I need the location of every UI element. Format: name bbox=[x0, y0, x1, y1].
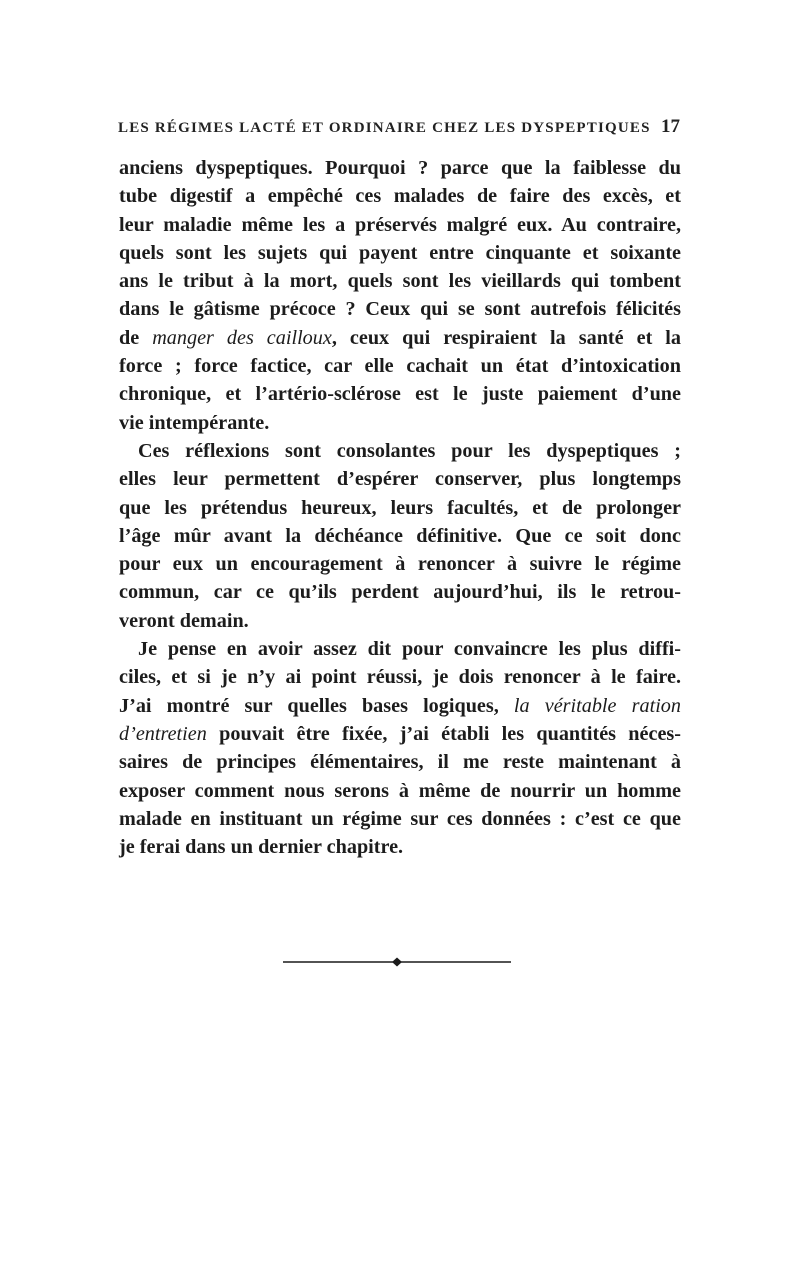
text-segment: , ceux qui respiraient la santé et la bbox=[331, 326, 682, 349]
text-line: chronique, et l’artério-sclérose est le juste paiement d’une bbox=[119, 383, 681, 406]
text-line: ans le tribut à la mort, quels sont les vieillards qui tombent bbox=[119, 270, 681, 293]
text-line: saires de principes élémentaires, il me reste maintenant à bbox=[119, 751, 681, 774]
text-line: elles leur permettent d’espérer conserver, plus longtemps bbox=[119, 468, 681, 491]
text-line: pour eux un encouragement à renoncer à suivre le régime bbox=[119, 553, 681, 576]
text-line: Ces réflexions sont consolantes pour les dyspeptiques ; bbox=[138, 439, 681, 462]
text-line: ciles, et si je n’y ai point réussi, je dois renoncer à le faire. bbox=[119, 666, 681, 689]
text-line: exposer comment nous serons à même de nourrir un homme bbox=[119, 779, 681, 802]
text-line: malade en instituant un régime sur ces données : c’est ce que bbox=[119, 807, 681, 830]
running-title: LES RÉGIMES LACTÉ ET ORDINAIRE CHEZ LES DYSPEPTIQUES bbox=[118, 120, 651, 136]
text-line: leur maladie même les a préservés malgré eux. Au contraire, bbox=[119, 213, 681, 236]
paragraph-3 bbox=[119, 635, 681, 861]
text-line: dans le gâtisme précoce ? Ceux qui se sont autrefois félicités bbox=[119, 298, 681, 321]
paragraph-2 bbox=[119, 437, 681, 635]
ornament-diamond-icon bbox=[392, 958, 402, 967]
text-line: anciens dyspeptiques. Pourquoi ? parce que la faiblesse du bbox=[119, 157, 681, 179]
text-segment: J’ai montré sur quelles bases logiques, bbox=[119, 694, 514, 717]
text-line: Je pense en avoir assez dit pour convaincre les plus diffi- bbox=[138, 638, 681, 661]
body-text bbox=[119, 154, 681, 861]
paragraph-1 bbox=[119, 154, 681, 437]
text-line: tube digestif a empêché ces malades de faire des excès, et bbox=[119, 185, 681, 208]
text-line bbox=[119, 692, 681, 720]
text-segment: pouvait être fixée, j’ai établi les quantités néces- bbox=[206, 722, 681, 745]
text-line: je ferai dans un dernier chapitre. bbox=[119, 836, 404, 859]
text-line: que les prétendus heureux, leurs facultés, et de prolonger bbox=[119, 496, 681, 519]
italic-phrase: manger des cailloux bbox=[152, 326, 332, 349]
text-line: veront demain. bbox=[119, 609, 249, 632]
text-line: vie intempérante. bbox=[119, 411, 270, 434]
text-line bbox=[119, 324, 681, 352]
italic-phrase: la véritable ration bbox=[513, 694, 681, 717]
end-ornament-divider bbox=[281, 956, 513, 968]
text-line: l’âge mûr avant la déchéance définitive. Que ce soit donc bbox=[119, 524, 681, 547]
text-line bbox=[119, 720, 681, 748]
italic-phrase: d’entretien bbox=[119, 722, 207, 745]
text-line: force ; force factice, car elle cachait un état d’intoxication bbox=[119, 355, 681, 378]
running-head bbox=[118, 116, 680, 140]
text-segment: de bbox=[119, 326, 153, 349]
text-line: quels sont les sujets qui payent entre cinquante et soixante bbox=[119, 241, 681, 264]
page-number: 17 bbox=[661, 116, 680, 137]
text-line: commun, car ce qu’ils perdent aujourd’hui, ils le retrou- bbox=[119, 581, 681, 604]
